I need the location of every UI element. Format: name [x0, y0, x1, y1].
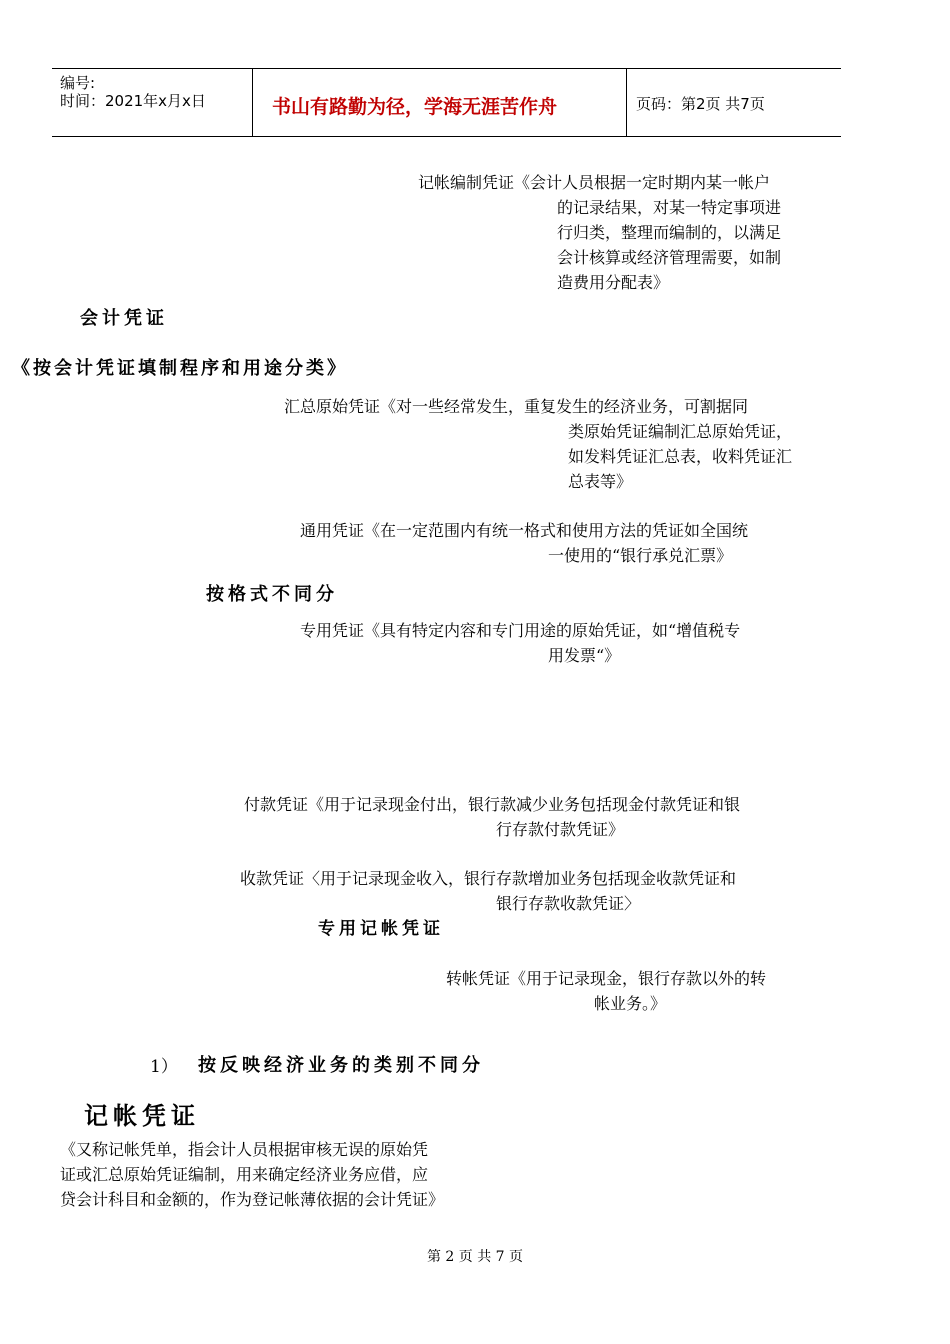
header-number-label: 编号:: [60, 74, 96, 92]
header-motto: 书山有路勤为径，学海无涯苦作舟: [272, 96, 558, 118]
heading-accounting-voucher: 会计凭证: [80, 308, 168, 329]
entry-line: 帐业务。》: [594, 994, 667, 1013]
header-top-rule: [52, 68, 841, 69]
heading-by-category: 按反映经济业务的类别不同分: [198, 1055, 484, 1076]
entry-transfer-voucher: [446, 966, 766, 1016]
definition-line: 证或汇总原始凭证编制，用来确定经济业务应借，应: [60, 1165, 429, 1184]
entry-first-line: 转帐凭证《用于记录现金，银行存款以外的转: [446, 969, 767, 988]
entry-first-line: 收款凭证〈用于记录现金收入，银行存款增加业务包括现金收款凭证和: [240, 869, 737, 888]
entry-line: 如发料凭证汇总表，收料凭证汇: [568, 447, 793, 466]
entry-special-voucher: [300, 618, 740, 668]
heading-by-procedure: 《按会计凭证填制程序和用途分类》: [12, 358, 348, 379]
entry-line: 行归类，整理而编制的，以满足: [557, 223, 782, 242]
entry-first-line: 通用凭证《在一定范围内有统一格式和使用方法的凭证如全国统: [300, 521, 749, 540]
entry-line: 造费用分配表》: [557, 273, 670, 292]
entry-summary-original: [284, 394, 792, 494]
entry-line: 用发票“》: [548, 646, 621, 665]
entry-general-voucher: [300, 518, 748, 568]
entry-line: 总表等》: [568, 472, 633, 491]
entry-line: 银行存款收款凭证〉: [496, 894, 641, 913]
header-divider-left: [252, 68, 253, 136]
heading-bookkeeping-voucher: 记帐凭证: [84, 1101, 200, 1130]
header-time-label: 时间：2021年x月x日: [60, 92, 206, 110]
heading-by-category-number: 1）: [150, 1057, 178, 1077]
entry-bookkeeping-compiled: [418, 170, 781, 295]
entry-line: 的记录结果，对某一特定事项进: [557, 198, 782, 217]
definition-line: 贷会计科目和金额的，作为登记帐薄依据的会计凭证》: [60, 1190, 445, 1209]
heading-special-bookkeeping: 专用记帐凭证: [318, 919, 444, 939]
definition-paragraph: [60, 1137, 444, 1212]
entry-first-line: 付款凭证《用于记录现金付出，银行款减少业务包括现金付款凭证和银: [244, 795, 741, 814]
header-divider-right: [626, 68, 627, 136]
header-page-label: 页码：第2页 共7页: [636, 95, 765, 113]
entry-first-line: 记帐编制凭证《会计人员根据一定时期内某一帐户: [418, 173, 771, 192]
footer-page-number: 第 2 页 共 7 页: [426, 1249, 524, 1265]
entry-receipt-voucher: [240, 866, 736, 916]
header-bottom-rule: [52, 136, 841, 137]
entry-line: 行存款付款凭证》: [496, 820, 625, 839]
entry-line: 一使用的“银行承兑汇票》: [548, 546, 733, 565]
definition-line: 《又称记帐凭单，指会计人员根据审核无误的原始凭: [60, 1140, 429, 1159]
entry-first-line: 汇总原始凭证《对一些经常发生，重复发生的经济业务，可割据同: [284, 397, 749, 416]
entry-line: 会计核算或经济管理需要，如制: [557, 248, 782, 267]
heading-by-format: 按格式不同分: [206, 584, 338, 605]
entry-payment-voucher: [244, 792, 740, 842]
entry-line: 类原始凭证编制汇总原始凭证，: [568, 422, 793, 441]
entry-first-line: 专用凭证《具有特定内容和专门用途的原始凭证，如“增值税专: [300, 621, 741, 640]
